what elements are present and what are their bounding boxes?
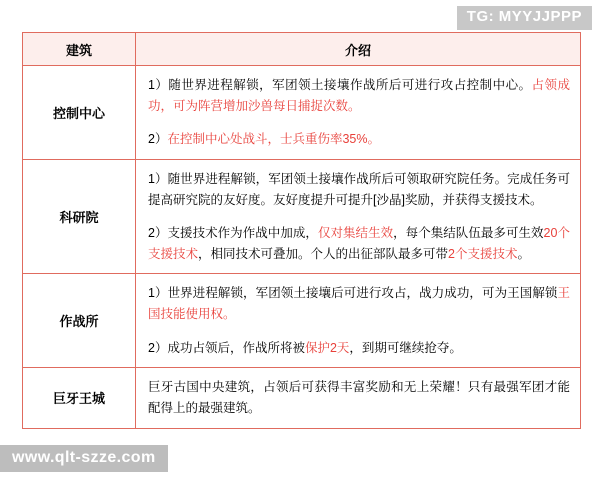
building-description-cell [136, 368, 581, 428]
highlight-text: 20个支援技术 [148, 226, 570, 261]
highlight-text: 在控制中心处战斗，士兵重伤率35%。 [167, 132, 380, 147]
body-text: 1）随世界进程解锁，军团领土接壤作战所后可进行攻占控制中心。 [148, 78, 532, 92]
column-header-description: 介绍 [136, 33, 581, 66]
table-body [23, 66, 581, 429]
description-paragraph [148, 223, 570, 264]
building-description-cell [136, 66, 581, 160]
body-text: 巨牙古国中央建筑，占领后可获得丰富奖励和无上荣耀！只有最强军团才能配得上的最强建筑。 [148, 380, 570, 415]
table-row [23, 159, 581, 274]
table-row [23, 66, 581, 160]
table-header-row [23, 33, 581, 66]
highlight-text: 占领成功，可为阵营增加沙兽每日捕捉次数。 [148, 78, 570, 113]
body-text: 2） [148, 132, 168, 147]
column-header-building: 建筑 [23, 33, 136, 66]
description-paragraph [148, 169, 570, 210]
table-row [23, 368, 581, 428]
building-description-cell [136, 274, 581, 368]
body-text: 。 [517, 246, 530, 261]
description-paragraph [148, 283, 570, 324]
description-paragraph [148, 338, 570, 359]
watermark-top-right: TG: MYYJJPPP [457, 6, 592, 30]
description-paragraph [148, 377, 570, 418]
building-name-cell: 作战所 [23, 274, 136, 368]
building-description-cell [136, 159, 581, 274]
table-row [23, 274, 581, 368]
building-info-table [22, 32, 581, 429]
highlight-text: 仅对集结生效 [317, 226, 394, 241]
body-text: ，相同技术可叠加。个人的出征部队最多可带 [198, 246, 449, 261]
building-name-cell: 科研院 [23, 159, 136, 274]
description-paragraph [148, 129, 570, 150]
building-name-cell: 控制中心 [23, 66, 136, 160]
body-text: 1）世界进程解锁，军团领土接壤后可进行攻占，战力成功，可为王国解锁 [148, 286, 558, 301]
body-text: 2）支援技术作为作战中加成， [148, 226, 318, 241]
body-text: ，每个集结队伍最多可生效 [393, 226, 544, 241]
body-text: 1）随世界进程解锁，军团领土接壤作战所后可领取研究院任务。完成任务可提高研究院的友好度。友好度提升可提升[沙晶]奖励，并获得支援技术。 [148, 171, 570, 207]
body-text: 2）成功占领后，作战所将被 [148, 340, 305, 355]
watermark-bottom-left: www.qlt-szze.com [0, 445, 168, 472]
highlight-text: 2个支援技术 [448, 246, 518, 261]
building-name-cell: 巨牙王城 [23, 368, 136, 428]
description-paragraph [148, 75, 570, 116]
highlight-text: 保护2天 [304, 340, 350, 355]
building-info-table-container [22, 32, 578, 429]
body-text: ，到期可继续抢夺。 [349, 340, 462, 355]
table-header [23, 33, 581, 66]
highlight-text: 王国技能使用权。 [148, 286, 570, 321]
